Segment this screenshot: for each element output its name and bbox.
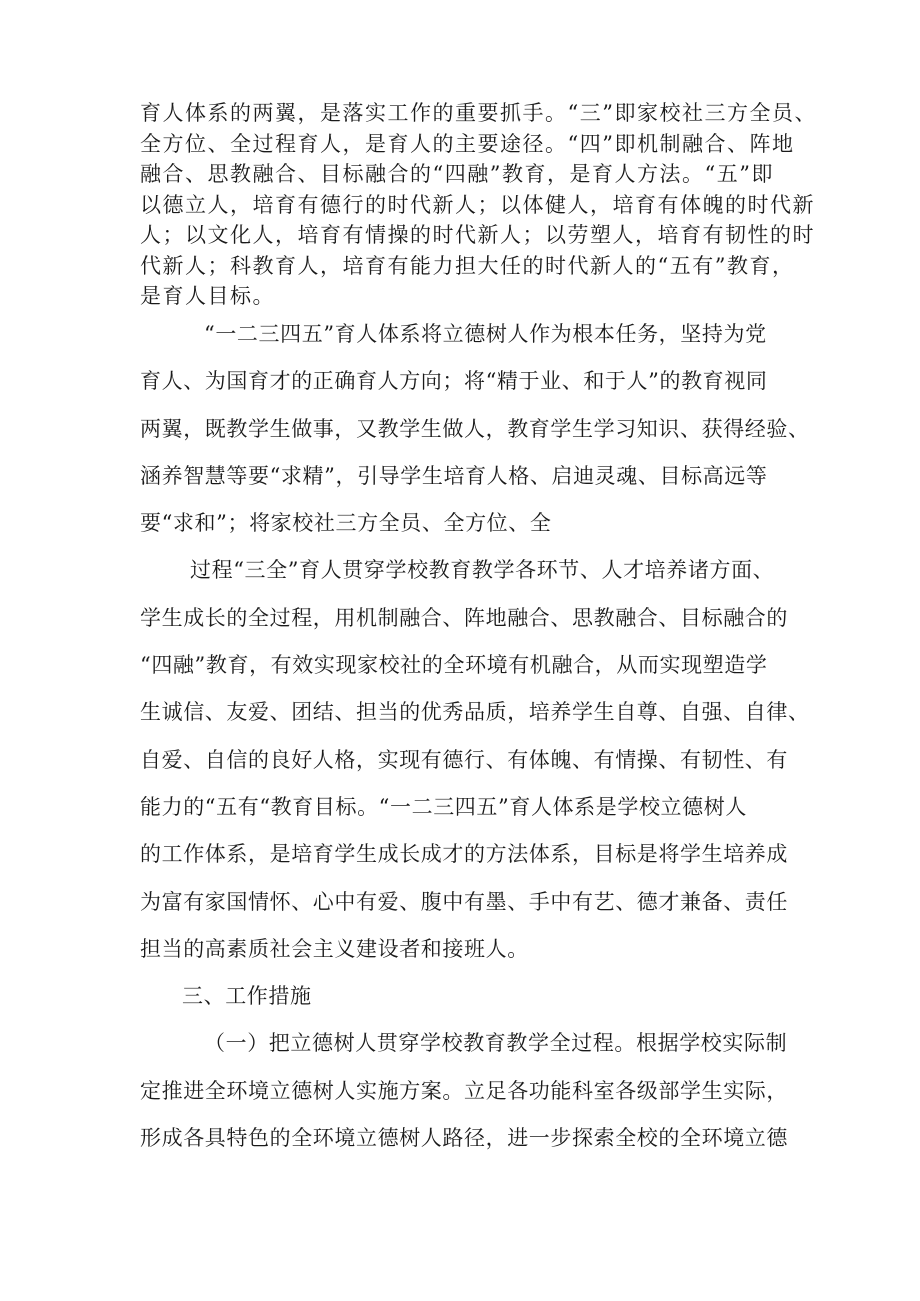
text-line: 自爱、自信的良好人格，实现有德行、有体魄、有情操、有韧性、有 — [140, 747, 788, 772]
text-line: 的工作体系，是培育学生成长成才的方法体系，目标是将学生培养成 — [140, 842, 788, 867]
text-line: 以德立人，培育有德行的时代新人；以体健人，培育有体魄的时代新 — [140, 192, 815, 217]
section-heading: 三、工作措施 — [182, 984, 312, 1009]
text-line: （一）把立德树人贯穿学校教育教学全过程。根据学校实际制 — [204, 1031, 788, 1056]
text-line: 育人体系的两翼，是落实工作的重要抓手。“三”即家校社三方全员、 — [140, 101, 817, 125]
paragraph-1 — [140, 98, 817, 312]
text-line: 为富有家国情怀、心中有爱、腹中有墨、手中有艺、德才兼备、责任 — [140, 889, 788, 914]
text-line: 要“求和”；将家校社三方全员、全方位、全 — [140, 511, 552, 536]
text-line: 过程“三全”育人贯穿学校教育教学各环节、人才培养诸方面、 — [190, 558, 775, 583]
text-line: 涵养智慧等要“求精”，引导学生培育人格、启迪灵魂、目标高远等 — [140, 463, 768, 488]
text-line: 代新人；科教育人，培育有能力担大任的时代新人的“五有”教育， — [140, 253, 795, 278]
body-text — [140, 311, 810, 1162]
text-line: 形成各具特色的全环境立德树人路径，进一步探索全校的全环境立德 — [140, 1126, 788, 1151]
text-line: 人；以文化人，培育有情操的时代新人；以劳塑人，培育有韧性的时 — [140, 223, 815, 247]
text-line: “四融”教育，有效实现家校社的全环境有机融合，从而实现塑造学 — [140, 653, 768, 678]
text-line: 定推进全环境立德树人实施方案。立足各功能科室各级部学生实际， — [140, 1078, 788, 1103]
text-line: 生诚信、友爱、团结、担当的优秀品质，培养学生自尊、自强、自律、 — [140, 700, 810, 725]
text-line: 融合、思教融合、目标融合的“四融”教育，是育人方法。“五”即 — [140, 162, 774, 186]
paragraph-4 — [140, 1020, 800, 1162]
text-line: 两翼，既教学生做事，又教学生做人，教育学生学习知识、获得经验、 — [140, 416, 810, 441]
paragraph-3 — [140, 547, 810, 973]
text-line: 担当的高素质社会主义建设者和接班人。 — [140, 936, 529, 961]
text-line: 育人、为国育才的正确育人方向；将“精于业、和于人”的教育视同 — [140, 369, 768, 394]
paragraph-2 — [140, 311, 810, 547]
text-line: 能力的“五有“教育目标。“一二三四五”育人体系是学校立德树人 — [140, 794, 747, 819]
text-line: 学生成长的全过程，用机制融合、阵地融合、思教融合、目标融合的 — [140, 605, 788, 630]
text-line: 全方位、全过程育人，是育人的主要途径。“四”即机制融合、阵地 — [140, 131, 795, 156]
text-line: “一二三四五”育人体系将立德树人作为根本任务，坚持为党 — [204, 322, 767, 346]
text-line: 是育人目标。 — [140, 284, 275, 308]
